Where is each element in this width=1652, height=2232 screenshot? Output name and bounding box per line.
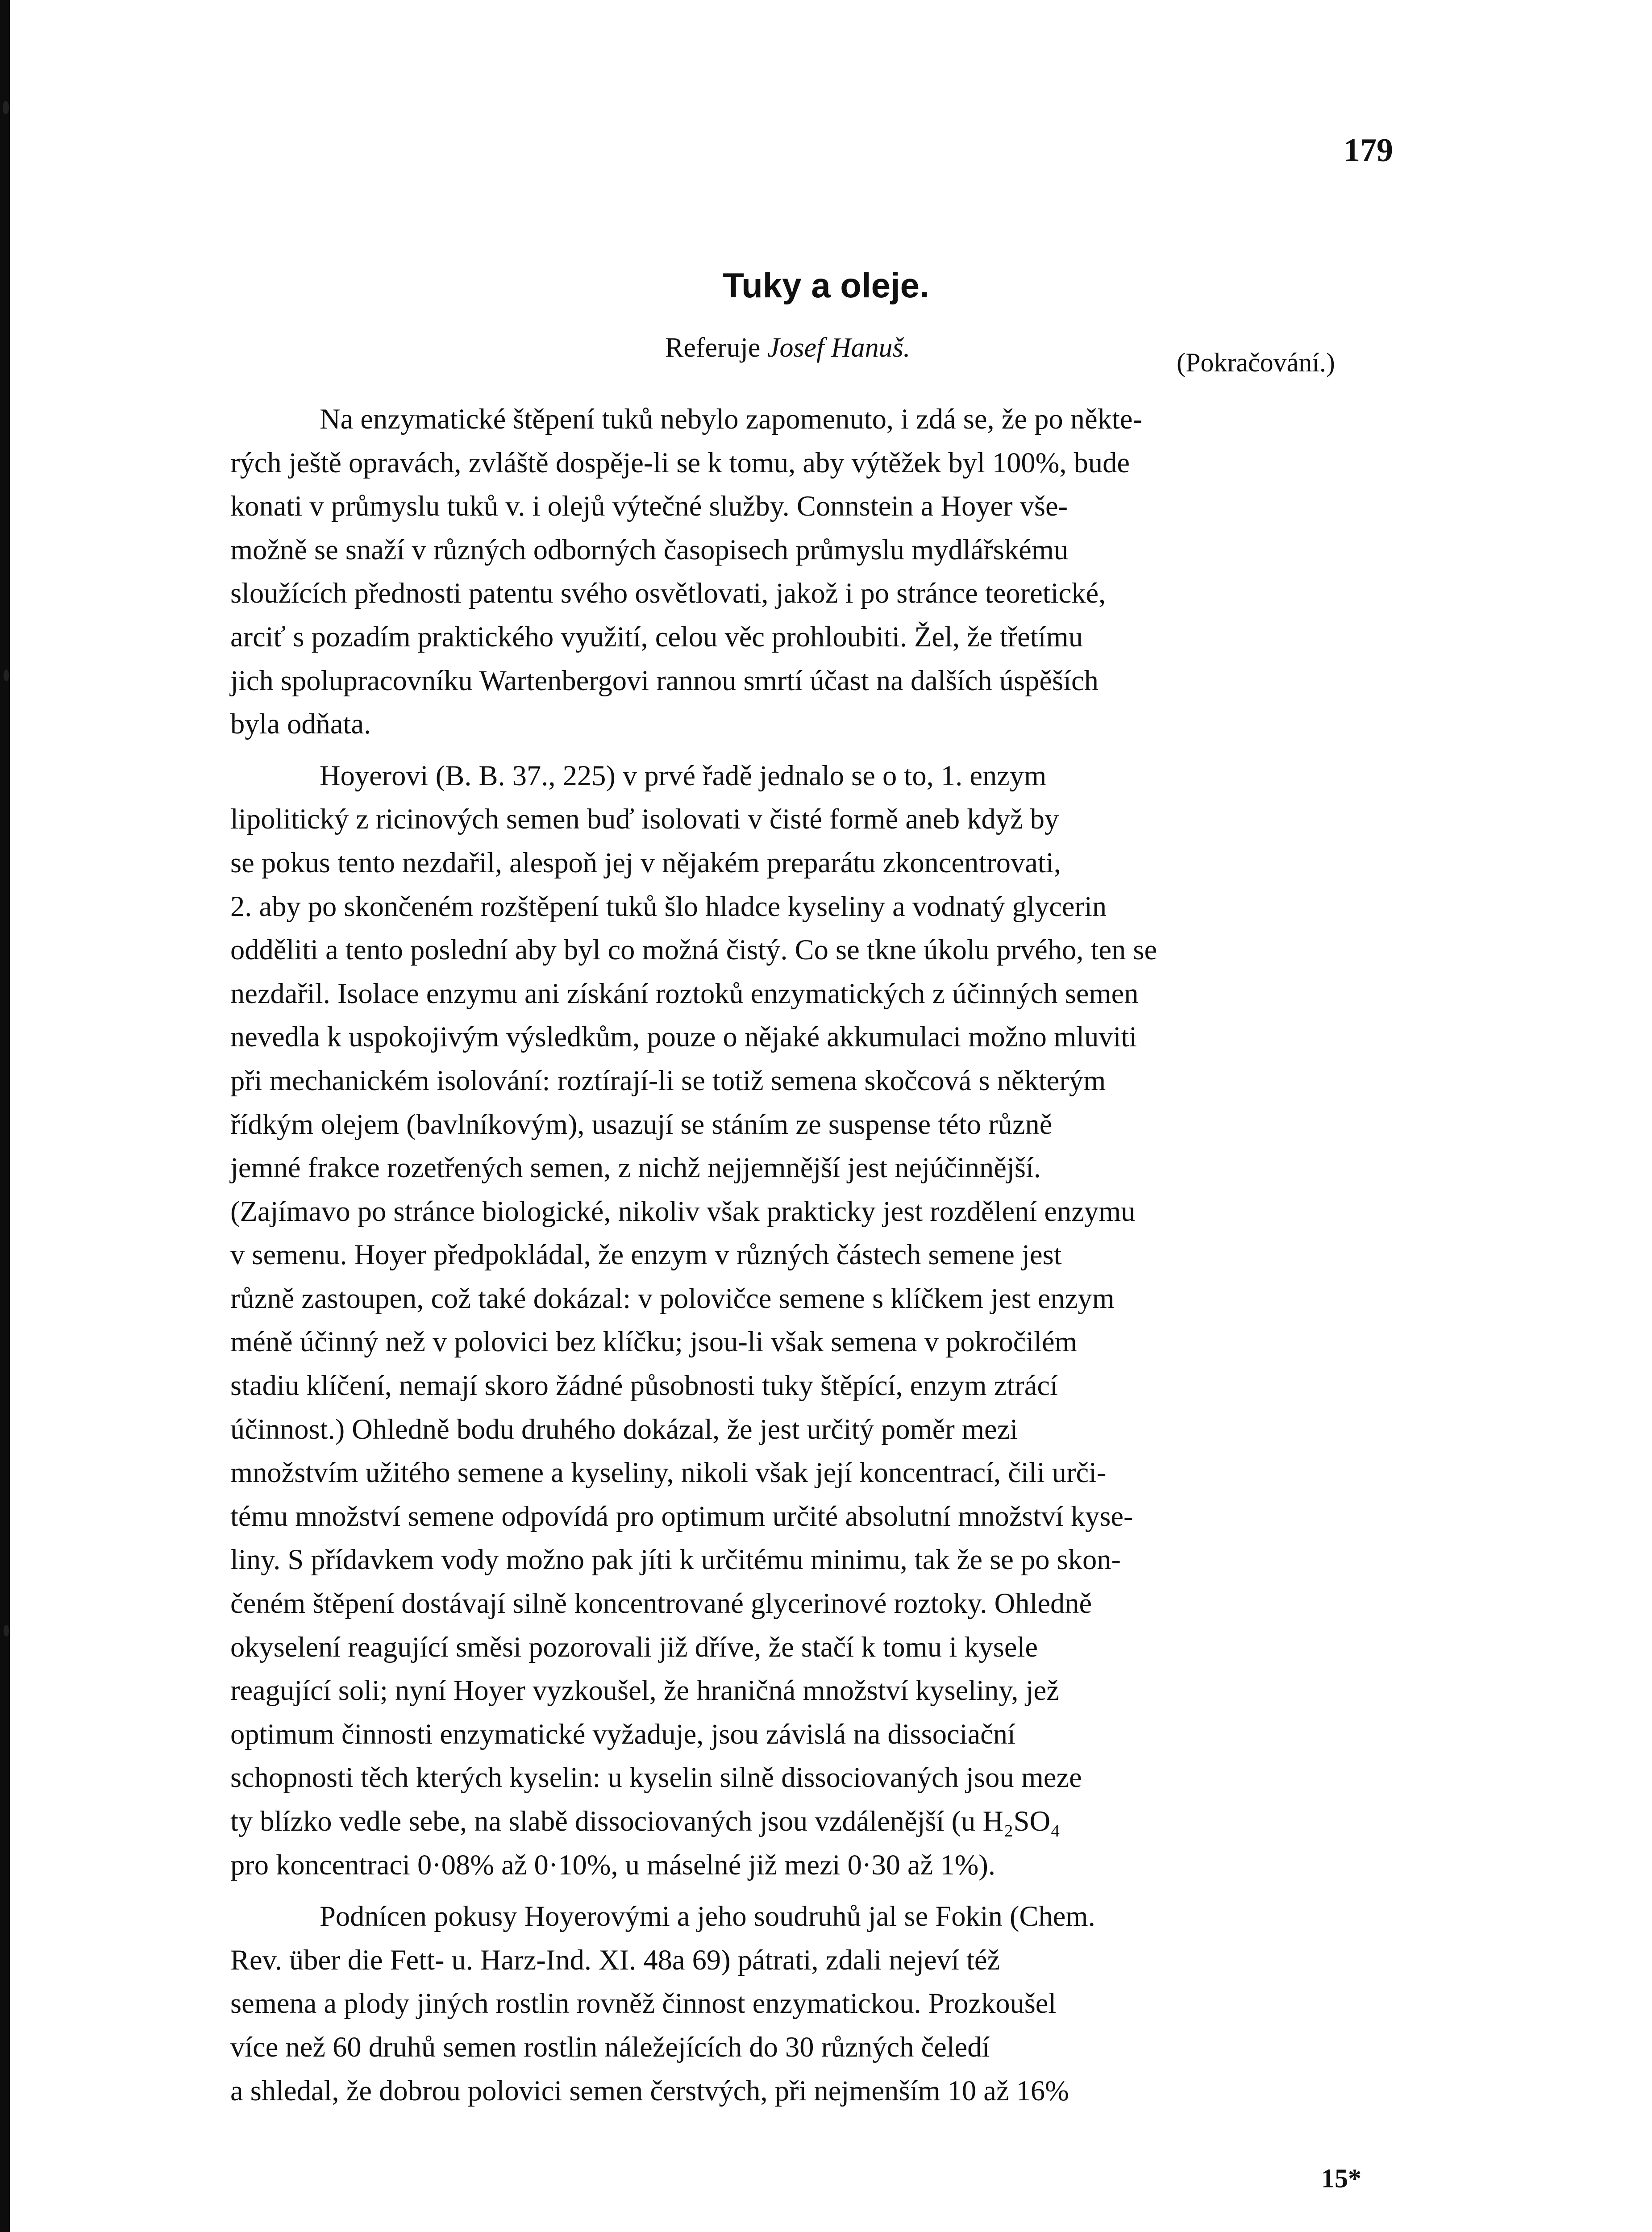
text-line: Na enzymatické štěpení tuků nebylo zapomenuto, i zdá se, že po někte- <box>320 403 1142 435</box>
text-line: více než 60 druhů semen rostlin náležejících do 30 různých čeledí <box>230 2031 990 2063</box>
text-line: okyselení reagující směsi pozorovali již dříve, že stačí k tomu i kysele <box>230 1631 1038 1663</box>
author-name: Josef Hanuš. <box>767 333 911 363</box>
text-line: byla odňata. <box>230 708 371 740</box>
text-line: množstvím užitého semene a kyseliny, nikoli však její koncentrací, čili urči- <box>230 1457 1107 1489</box>
sheet-signature: 15* <box>1321 2164 1361 2193</box>
text-line: nezdařil. Isolace enzymu ani získání roztoků enzymatických z účinných semen <box>230 977 1139 1009</box>
scan-mark <box>3 101 9 114</box>
text-line: Rev. über die Fett- u. Harz-Ind. XI. 48a 69) pátrati, zdali nejeví též <box>230 1944 1000 1976</box>
text-line: arciť s pozadím praktického využití, celou věc prohloubiti. Žel, že třetímu <box>230 620 1083 653</box>
article-body <box>230 397 1405 2112</box>
article-title: Tuky a oleje. <box>723 266 929 305</box>
byline <box>665 334 910 362</box>
text-line: reagující soli; nyní Hoyer vyzkoušel, že hraničná množství kyseliny, jež <box>230 1674 1059 1707</box>
text-line: schopnosti těch kterých kyselin: u kyselin silně dissociovaných jsou meze <box>230 1761 1082 1794</box>
text-line: 2. aby po skončeném rozštěpení tuků šlo hladce kyseliny a vodnatý glycerin <box>230 890 1107 922</box>
scan-mark <box>4 670 9 681</box>
text-line: řídkým olejem (bavlníkovým), usazují se stáním ze suspense této různě <box>230 1108 1053 1140</box>
text-line: tému množství semene odpovídá pro optimum určité absolutní množství kyse- <box>230 1500 1133 1532</box>
text-line: konati v průmyslu tuků v. i olejů výtečné služby. Connstein a Hoyer vše- <box>230 490 1068 522</box>
text-line: Podnícen pokusy Hoyerovými a jeho soudruhů jal se Fokin (Chem. <box>320 1900 1095 1932</box>
text-line: rých ještě opravách, zvláště dospěje-li se k tomu, aby výtěžek byl 100%, bude <box>230 446 1130 479</box>
text-line: jemné frakce rozetřených semen, z nichž nejjemnější jest nejúčinnější. <box>230 1152 1041 1184</box>
text-line: stadiu klíčení, nemají skoro žádné působnosti tuky štěpící, enzym ztrácí <box>230 1370 1058 1402</box>
byline-prefix: Referuje <box>665 333 761 363</box>
text-line: odděliti a tento poslední aby byl co možná čistý. Co se tkne úkolu prvého, ten se <box>230 934 1157 966</box>
text-line: účinnost.) Ohledně bodu druhého dokázal, že jest určitý poměr mezi <box>230 1413 1018 1445</box>
text-line: optimum činnosti enzymatické vyžaduje, jsou závislá na dissociační <box>230 1718 1015 1750</box>
text-line: Hoyerovi (B. B. 37., 225) v prvé řadě jednalo se o to, 1. enzym <box>320 759 1047 791</box>
text-line: nevedla k uspokojivým výsledkům, pouze o nějaké akkumulaci možno mluviti <box>230 1021 1137 1053</box>
text-line: semena a plody jiných rostlin rovněž činnost enzymatickou. Prozkoušel <box>230 1987 1057 2020</box>
text-line: méně účinný než v polovici bez klíčku; jsou-li však semena v pokročilém <box>230 1326 1077 1358</box>
text-line: sloužících přednosti patentu svého osvětlovati, jakož i po stránce teoretické, <box>230 577 1106 609</box>
page-number: 179 <box>1344 132 1393 169</box>
text-line: různě zastoupen, což také dokázal: v polovičce semene s klíčkem jest enzym <box>230 1282 1115 1314</box>
text-line: jich spolupracovníku Wartenbergovi rannou smrtí účast na dalších úspěších <box>230 664 1099 696</box>
text-line: při mechanickém isolování: roztírají-li se totiž semena skočcová s některým <box>230 1064 1106 1096</box>
text-line: pro koncentraci 0·08% až 0·10%, u máselné již mezi 0·30 až 1%). <box>230 1849 995 1881</box>
text-line: čeném štěpení dostávají silně koncentrované glycerinové roztoky. Ohledně <box>230 1587 1092 1620</box>
text-line: (Zajímavo po stránce biologické, nikoliv však prakticky jest rozdělení enzymu <box>230 1195 1136 1227</box>
text-line: možně se snaží v různých odborných časopisech průmyslu mydlářskému <box>230 533 1069 566</box>
text-line: a shledal, že dobrou polovici semen čerstvých, při nejmenším 10 až 16% <box>230 2074 1069 2107</box>
scan-mark <box>4 1625 9 1637</box>
continued-note: (Pokračování.) <box>1177 348 1335 377</box>
scan-edge <box>0 0 10 2232</box>
text-line: se pokus tento nezdařil, alespoň jej v nějakém preparátu zkoncentrovati, <box>230 846 1061 879</box>
text-line: ty blízko vedle sebe, na slabě dissociovaných jsou vzdálenější (u H₂SO₄ <box>230 1805 1061 1837</box>
text-line: liny. S přídavkem vody možno pak jíti k určitému minimu, tak že se po skon- <box>230 1544 1121 1576</box>
text-line: lipolitický z ricinových semen buď isolovati v čisté formě aneb když by <box>230 803 1059 835</box>
text-line: v semenu. Hoyer předpokládal, že enzym v různých částech semene jest <box>230 1239 1062 1271</box>
